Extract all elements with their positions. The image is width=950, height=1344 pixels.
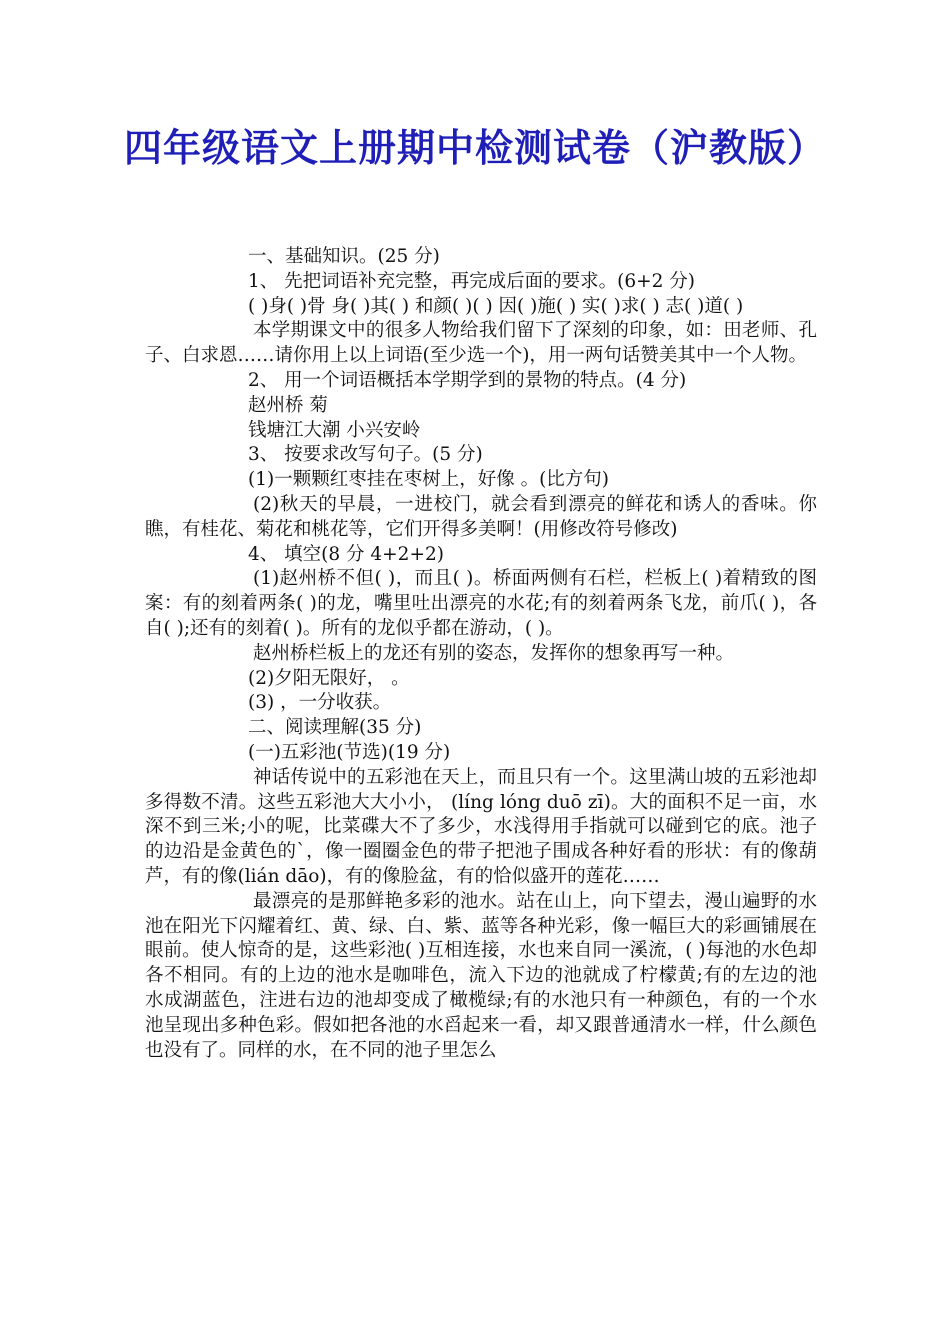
paragraph: ( )身( )骨 身( )其( ) 和颜( )( ) 因( )施( ) 实( )求( ) 志( )道( ) [248, 295, 744, 317]
document-body [145, 245, 817, 1063]
paragraph: 2、 用一个词语概括本学期学到的景物的特点。(4 分) [248, 369, 687, 391]
paragraph: (2)夕阳无限好， 。 [248, 667, 410, 689]
paragraph: 赵州桥 菊 [248, 394, 328, 416]
paragraph: 本学期课文中的很多人物给我们留下了深刻的印象，如：田老师、孔子、白求恩……请你用上以上词语(至少选一个)，用一两句话赞美其中一个人物。 [145, 320, 817, 367]
paragraph: (一)五彩池(节选)(19 分) [248, 741, 451, 763]
paragraph: (3) ，一分收获。 [248, 692, 392, 714]
paragraph: 赵州桥栏板上的龙还有别的姿态，发挥你的想象再写一种。 [253, 642, 735, 664]
paragraph: 4、 填空(8 分 4+2+2) [248, 543, 444, 565]
document-title: 四年级语文上册期中检测试卷（沪教版） [123, 125, 826, 170]
paragraph: 1、 先把词语补充完整，再完成后面的要求。(6+2 分) [248, 270, 696, 292]
paragraph: 最漂亮的是那鲜艳多彩的池水。站在山上，向下望去，漫山遍野的水池在阳光下闪耀着红、黄、绿、白、紫、蓝等各种光彩，像一幅巨大的彩画铺展在眼前。使人惊奇的是，这些彩池( )互相连接，水也来自同一溪流，( )每池的水色却各不相同。有的上边的池水是咖啡色，流入下边的池就成了柠檬黄;有的左边的池水成湖蓝色，注进右边的池却变成了橄榄绿;有的水池只有一种颜色，有的一个水池呈现出多种色彩。假如把各池的水舀起来一看，却又跟普通清水一样，什么颜色也没有了。同样的水，在不同的池子里怎么 [145, 890, 817, 1061]
paragraph: 二、阅读理解(35 分) [248, 717, 422, 739]
paragraph: (1)一颗颗红枣挂在枣树上，好像 。(比方句) [248, 469, 610, 491]
paragraph: 神话传说中的五彩池在天上，而且只有一个。这里满山坡的五彩池却多得数不清。这些五彩池大大小小， (líng lóng duō zī)。大的面积不足一亩，水深不到三米;小的呢，比菜碟大不了多少，水浅得用手指就可以碰到它的底。池子的边沿是金黄色的`，像一圈圈金色的带子把池子围成各种好看的形状：有的像葫芦，有的像(lián dāo)，有的像脸盆，有的恰似盛开的莲花…… [145, 766, 817, 887]
paragraph: 一、基础知识。(25 分) [248, 246, 440, 267]
paragraph: 钱塘江大潮 小兴安岭 [248, 419, 421, 441]
paragraph: (2)秋天的早晨，一进校门，就会看到漂亮的鲜花和诱人的香味。你瞧，有桂花、菊花和桃花等，它们开得多美啊！(用修改符号修改) [145, 493, 817, 540]
paragraph: 3、 按要求改写句子。(5 分) [248, 444, 483, 466]
paragraph: (1)赵州桥不但( )，而且( )。桥面两侧有石栏，栏板上( )着精致的图案：有的刻着两条( )的龙，嘴里吐出漂亮的水花;有的刻着两条飞龙，前爪( )，各自( );还有的刻着( )。所有的龙似乎都在游动，( )。 [145, 568, 817, 639]
